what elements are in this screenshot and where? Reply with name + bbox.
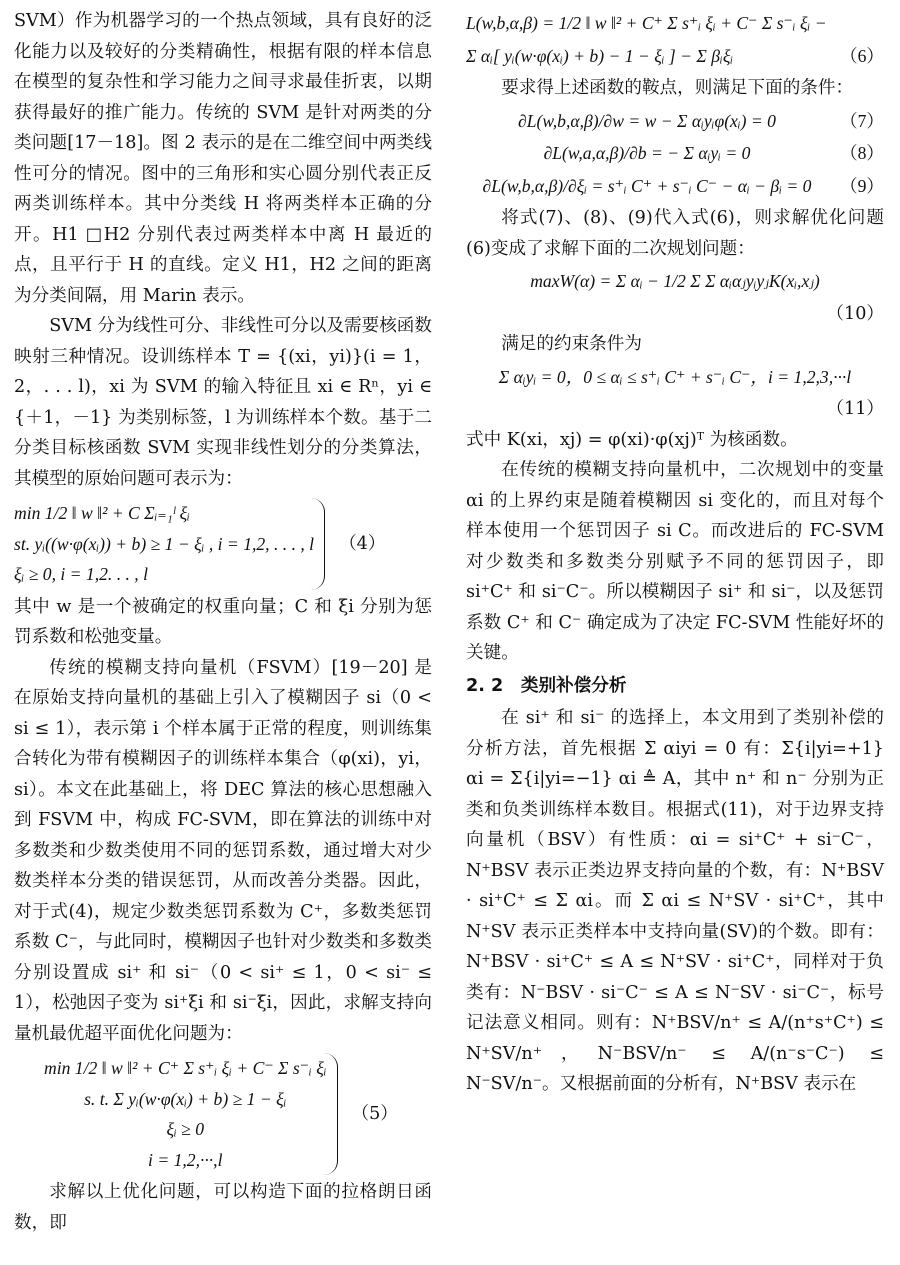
equation-line: i = 1,2,···,l (148, 1149, 223, 1170)
paragraph: SVM 分为线性可分、非线性可分以及需要核函数映射三种情况。设训练样本 T = {(xi，yi)}(i = 1，2，. . . l)，xi 为 SVM 的输入特征且 xi ∈ Rⁿ，yi ∈ {＋1，－1} 为类别标签，l 为训练样本个数。基于二分类目标核函数 SVM 实现非线性划分的分类算法，其模型的原始问题可表示为： (14, 316, 432, 489)
equation-number: （6） (840, 45, 884, 66)
paragraph: 将式(7)、(8)、(9)代入式(6)，则求解优化问题(6)变成了求解下面的二次规划问题： (466, 208, 884, 259)
equation-number: （8） (840, 143, 884, 163)
equation-line: min 1/2 ‖ w ‖² + C⁺ Σ s⁺ᵢ ξᵢ + C⁻ Σ s⁻ᵢ ξᵢ (44, 1058, 327, 1078)
equation-line: L(w,b,α,β) = 1/2 ‖ w ‖² + C⁺ Σ s⁺ᵢ ξᵢ + C⁻ Σ s⁻ᵢ ξᵢ − (466, 13, 827, 33)
equation-number: （5） (351, 1103, 398, 1124)
equation-line: Σ αᵢyᵢ = 0，0 ≤ αᵢ ≤ s⁺ᵢ C⁺ + s⁻ᵢ C⁻，i = 1,2,3,···l (498, 366, 852, 387)
equation-4 (14, 498, 432, 590)
paragraph: 在 si⁺ 和 si⁻ 的选择上，本文用到了类别补偿的分析方法，首先根据 Σ αiyi = 0 有：Σ{i|yi=+1} αi = Σ{i|yi=−1} αi ≜ A，其中 n⁺ 和 n⁻ 分别为正类和负类训练样本数目。根据式(11)，对于边界支持向量机（BSV）有性质：αi = si⁺C⁺ + si⁻C⁻，N⁺BSV 表示正类边界支持向量的个数，有：N⁺BSV · si⁺C⁺ ≤ Σ αi。而 Σ αi ≤ N⁺SV · si⁺C⁺，其中 N⁺SV 表示正类样本中支持向量(SV)的个数。即有：N⁺BSV · si⁺C⁺ ≤ A ≤ N⁺SV · si⁺C⁺，同样对于负类有：N⁻BSV · si⁻C⁻ ≤ A ≤ N⁻SV · si⁻C⁻，标号记法意义相同。则有：N⁺BSV/n⁺ ≤ A/(n⁺s⁺C⁺) ≤ N⁺SV/n⁺，N⁻BSV/n⁻ ≤ A/(n⁻s⁻C⁻) ≤ N⁻SV/n⁻。又根据前面的分析有，N⁺BSV 表示在 (466, 708, 884, 1094)
left-column (14, 6, 432, 1238)
equation-line: ξᵢ ≥ 0 (166, 1119, 205, 1139)
equation-9 (466, 171, 884, 202)
equation-5 (44, 1053, 432, 1175)
equation-line: ξᵢ ≥ 0, i = 1,2. . . , l (14, 564, 148, 584)
paragraph: 满足的约束条件为 (501, 334, 642, 354)
equation-number: （11） (826, 399, 884, 419)
equation-line: ∂L(w,b,α,β)/∂w = w − Σ αᵢyᵢφ(xᵢ) = 0 (518, 110, 776, 131)
equation-number: （9） (840, 175, 884, 196)
paragraph: SVM）作为机器学习的一个热点领域，具有良好的泛化能力以及较好的分类精确性，根据有限的样本信息在模型的复杂性和学习能力之间寻求最佳折衷，以期获得最好的推广能力。传统的 SVM 是针对两类的分类问题[17－18]。图 2 表示的是在二维空间中两类线性可分的情况。图中的三角形和实心圆分别代表正反两类训练样本。其中分类线 H 将两类样本正确的分开。H1 □H2 分别代表过两类样本中离 H 最近的点，且平行于 H 的直线。定义 H1，H2 之间的距离为分类间隔，用 Marin 表示。 (14, 11, 432, 306)
equation-6a (466, 8, 884, 39)
section-heading: 2. 2 类别补偿分析 (466, 675, 627, 696)
paragraph: 要求得上述函数的鞍点，则满足下面的条件： (501, 78, 854, 98)
paragraph: 在传统的模糊支持向量机中，二次规划中的变量 αi 的上界约束是随着模糊因 si 变化的，而且对每个样本使用一个惩罚因子 si C。而改进后的 FC-SVM 对少数类和多数类分别赋予不同的惩罚因子，即 si⁺C⁺ 和 si⁻C⁻。所以模糊因子 si⁺ 和 si⁻，以及惩罚系数 C⁺ 和 C⁻ 确定成为了决定 FC-SVM 性能好坏的关键。 (466, 460, 884, 663)
paragraph: 其中 w 是一个被确定的权重向量；C 和 ξi 分别为惩罚系数和松弛变量。 (14, 596, 432, 647)
equation-line: ∂L(w,a,α,β)/∂b = − Σ αᵢyᵢ = 0 (543, 143, 751, 163)
equation-line: st. yᵢ((w·φ(xᵢ)) + b) ≥ 1 − ξᵢ , i = 1,2, . . . , l (14, 533, 315, 554)
equation-line: Σ αᵢ[ yᵢ(w·φ(xᵢ) + b) − 1 − ξᵢ ] − Σ βᵢξᵢ (466, 45, 734, 66)
equation-line: s. t. Σ yᵢ(w·φ(xᵢ) + b) ≥ 1 − ξᵢ (84, 1088, 287, 1109)
paragraph: 传统的模糊支持向量机（FSVM）[19－20] 是在原始支持向量机的基础上引入了模糊因子 si（0 < si ≤ 1），表示第 i 个样本属于正常的程度，则训练集合转化为带有模糊因子的训练样本集合（φ(xi)，yi，si）。本文在此基础上，将 DEC 算法的核心思想融入到 FSVM 中，构成 FC-SVM，即在算法的训练中对多数类和少数类使用不同的惩罚系数，通过增大对少数类样本分类的错误惩罚，从而改善分类器。因此，对于式(4)，规定少数类惩罚系数为 C⁺，多数类惩罚系数 C⁻，与此同时，模糊因子也针对少数类和多数类分别设置成 si⁺ 和 si⁻（0 < si⁺ ≤ 1，0 < si⁻ ≤ 1），松弛因子变为 si⁺ξi 和 si⁻ξi，因此，求解支持向量机最优超平面优化问题为： (14, 657, 432, 1044)
equation-6b (466, 41, 884, 72)
right-column (466, 6, 884, 1100)
equation-number: （10） (826, 303, 884, 324)
equation-number: （7） (840, 110, 884, 131)
equation-10 (466, 266, 884, 297)
equation-11 (466, 362, 884, 393)
paragraph: 求解以上优化问题，可以构造下面的拉格朗日函数，即 (14, 1182, 432, 1233)
paragraph: 式中 K(xi，xj) = φ(xi)·φ(xj)ᵀ 为核函数。 (466, 429, 798, 450)
equation-7 (466, 106, 884, 137)
equation-line: ∂L(w,b,α,β)/∂ξᵢ = s⁺ᵢ C⁺ + s⁻ᵢ C⁻ − αᵢ − βᵢ = 0 (482, 175, 812, 196)
equation-number: （4） (339, 533, 386, 554)
equation-8 (466, 138, 884, 169)
equation-line: maxW(α) = Σ αᵢ − 1/2 Σ Σ αᵢαⱼyᵢyⱼK(xᵢ,xⱼ) (530, 271, 820, 291)
equation-line: min 1/2 ‖ w ‖² + C Σᵢ₌₁ˡ ξᵢ (14, 503, 190, 523)
